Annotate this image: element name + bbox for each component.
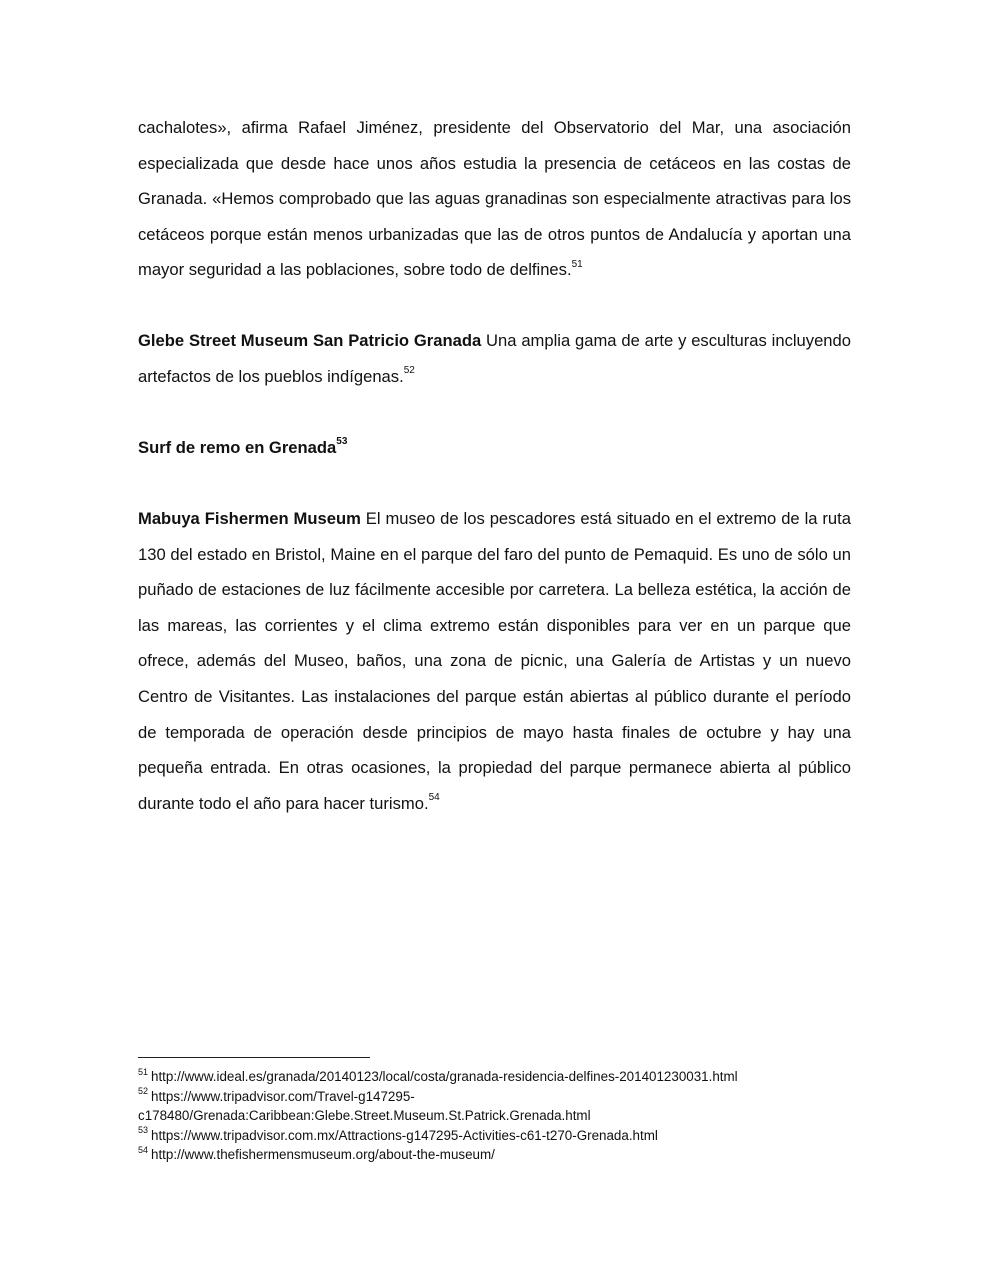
footnote-number: 53	[138, 1125, 149, 1136]
footnote-53	[138, 1126, 858, 1146]
footnote-link[interactable]: https://www.tripadvisor.com.mx/Attractions-g147295-Activities-c61-t270-Grenada.html	[151, 1127, 658, 1143]
paragraph-heading: Glebe Street Museum San Patricio Granada	[138, 331, 482, 350]
paragraph-glebe-museum	[138, 323, 851, 394]
footnote-52-continued	[138, 1106, 858, 1126]
paragraph-text: cachalotes», afirma Rafael Jiménez, presidente del Observatorio del Mar, una asociación especializada que desde hace unos años estudia la presencia de cetáceos en las costas de Granada. «Hemos comprobado que las aguas granadinas son especialmente atractivas para los cetáceos porque están menos urbanizadas que las de otros puntos de Andalucía y aportan una mayor seguridad a las poblaciones, sobre todo de delfines.	[138, 118, 851, 280]
footnote-number: 54	[138, 1144, 149, 1155]
footnote-link-continued[interactable]: c178480/Grenada:Caribbean:Glebe.Street.Museum.St.Patrick.Grenada.html	[138, 1108, 591, 1124]
footnote-ref: 53	[336, 436, 348, 448]
footnotes	[138, 1067, 858, 1165]
paragraph-cetaceans	[138, 110, 851, 288]
footnote-number: 51	[138, 1066, 149, 1077]
paragraph-text: Una amplia gama de arte y esculturas incluyendo artefactos de los pueblos indígenas.	[138, 331, 851, 386]
footnote-link[interactable]: http://www.thefishermensmuseum.org/about-the-museum/	[151, 1147, 495, 1163]
paragraph-text: El museo de los pescadores está situado en el extremo de la ruta 130 del estado en Bristol, Maine en el parque del faro del punto de Pemaquid. Es uno de sólo un puñado de estaciones de luz fácilmente accesible por carretera. La belleza estética, la acción de las mareas, las corrientes y el clima extremo están disponibles para ver en un parque que ofrece, además del Museo, baños, una zona de picnic, una Galería de Artistas y un nuevo Centro de Visitantes. Las instalaciones del parque están abiertas al público durante el período de temporada de operación desde principios de mayo hasta finales de octubre y hay una pequeña entrada. En otras ocasiones, la propiedad del parque permanece abierta al público durante todo el año para hacer turismo.	[138, 509, 851, 813]
footnote-link[interactable]: http://www.ideal.es/granada/20140123/local/costa/granada-residencia-delfines-201401230031.html	[151, 1069, 738, 1084]
footnote-52	[138, 1087, 858, 1107]
footnote-ref: 51	[571, 258, 583, 270]
paragraph-paddle-surf	[138, 430, 851, 466]
footnote-ref: 54	[428, 792, 440, 804]
footnote-number: 52	[138, 1086, 149, 1097]
paragraph-fishermen-museum	[138, 501, 851, 821]
paragraph-heading: Surf de remo en Grenada	[138, 438, 337, 457]
footnote-54	[138, 1145, 858, 1165]
footnote-51	[138, 1067, 858, 1087]
paragraph-heading: Mabuya Fishermen Museum	[138, 509, 361, 528]
footnote-ref: 52	[403, 365, 415, 377]
footnote-separator	[138, 1057, 370, 1058]
footnote-link[interactable]: https://www.tripadvisor.com/Travel-g147295-	[151, 1088, 415, 1104]
